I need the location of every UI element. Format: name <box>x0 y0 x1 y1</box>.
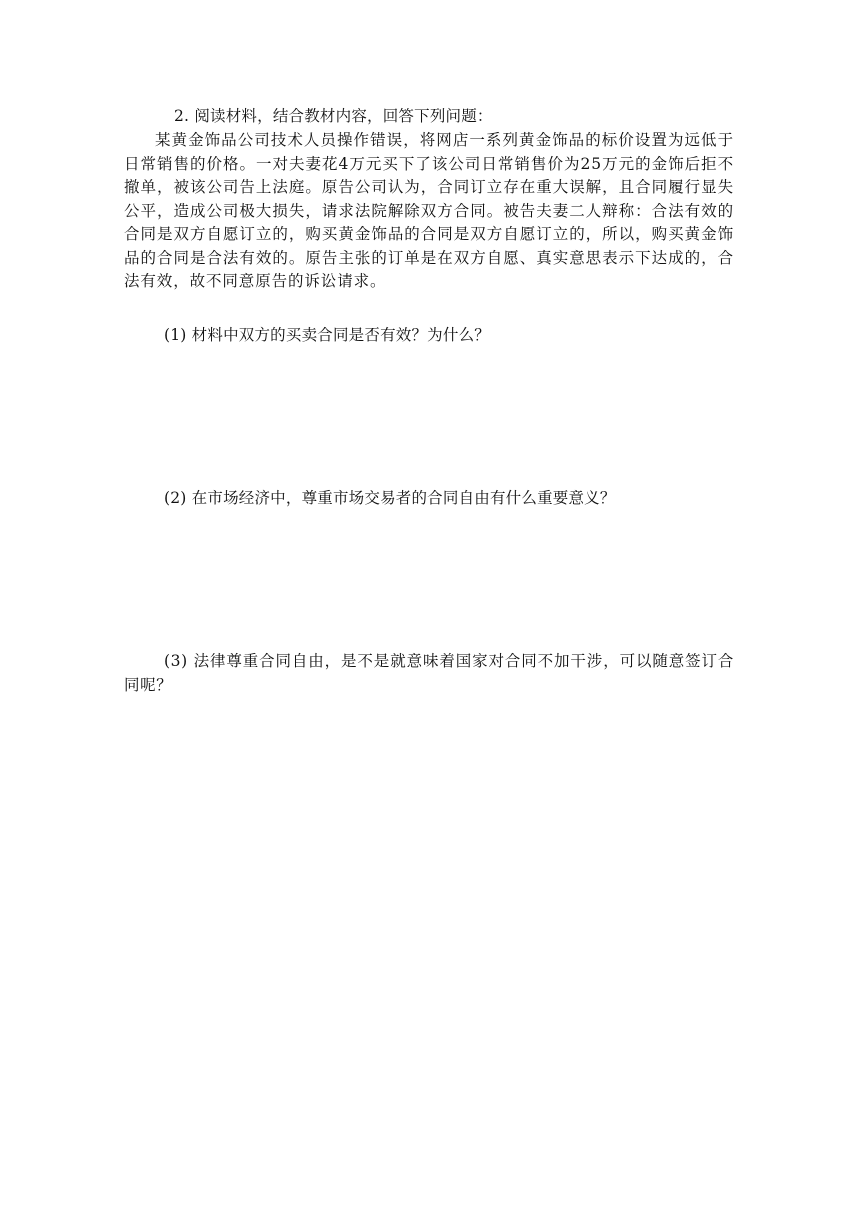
sub-question-1: (1) 材料中双方的买卖合同是否有效？为什么？ <box>164 326 490 344</box>
sub-question-3: (3) 法律尊重合同自由，是不是就意味着国家对合同不加干涉，可以随意签订合同呢？ <box>124 652 734 694</box>
question-material: 某黄金饰品公司技术人员操作错误，将网店一系列黄金饰品的标价设置为远低于日常销售的价格。一对夫妻花4万元买下了该公司日常销售价为25万元的金饰后拒不撤单，被该公司告上法庭。原告公司认为，合同订立存在重大误解，且合同履行显失公平，造成公司极大损失，请求法院解除双方合同。被告夫妻二人辩称：合法有效的合同是双方自愿订立的，购买黄金饰品的合同是双方自愿订立的，所以，购买黄金饰品的合同是合法有效的。原告主张的订单是在双方自愿、真实意思表示下达成的，合法有效，故不同意原告的诉讼请求。 <box>124 131 734 290</box>
sub-question-2: (2) 在市场经济中，尊重市场交易者的合同自由有什么重要意义？ <box>164 489 616 507</box>
question-heading: 2. 阅读材料，结合教材内容，回答下列问题： <box>174 107 493 125</box>
